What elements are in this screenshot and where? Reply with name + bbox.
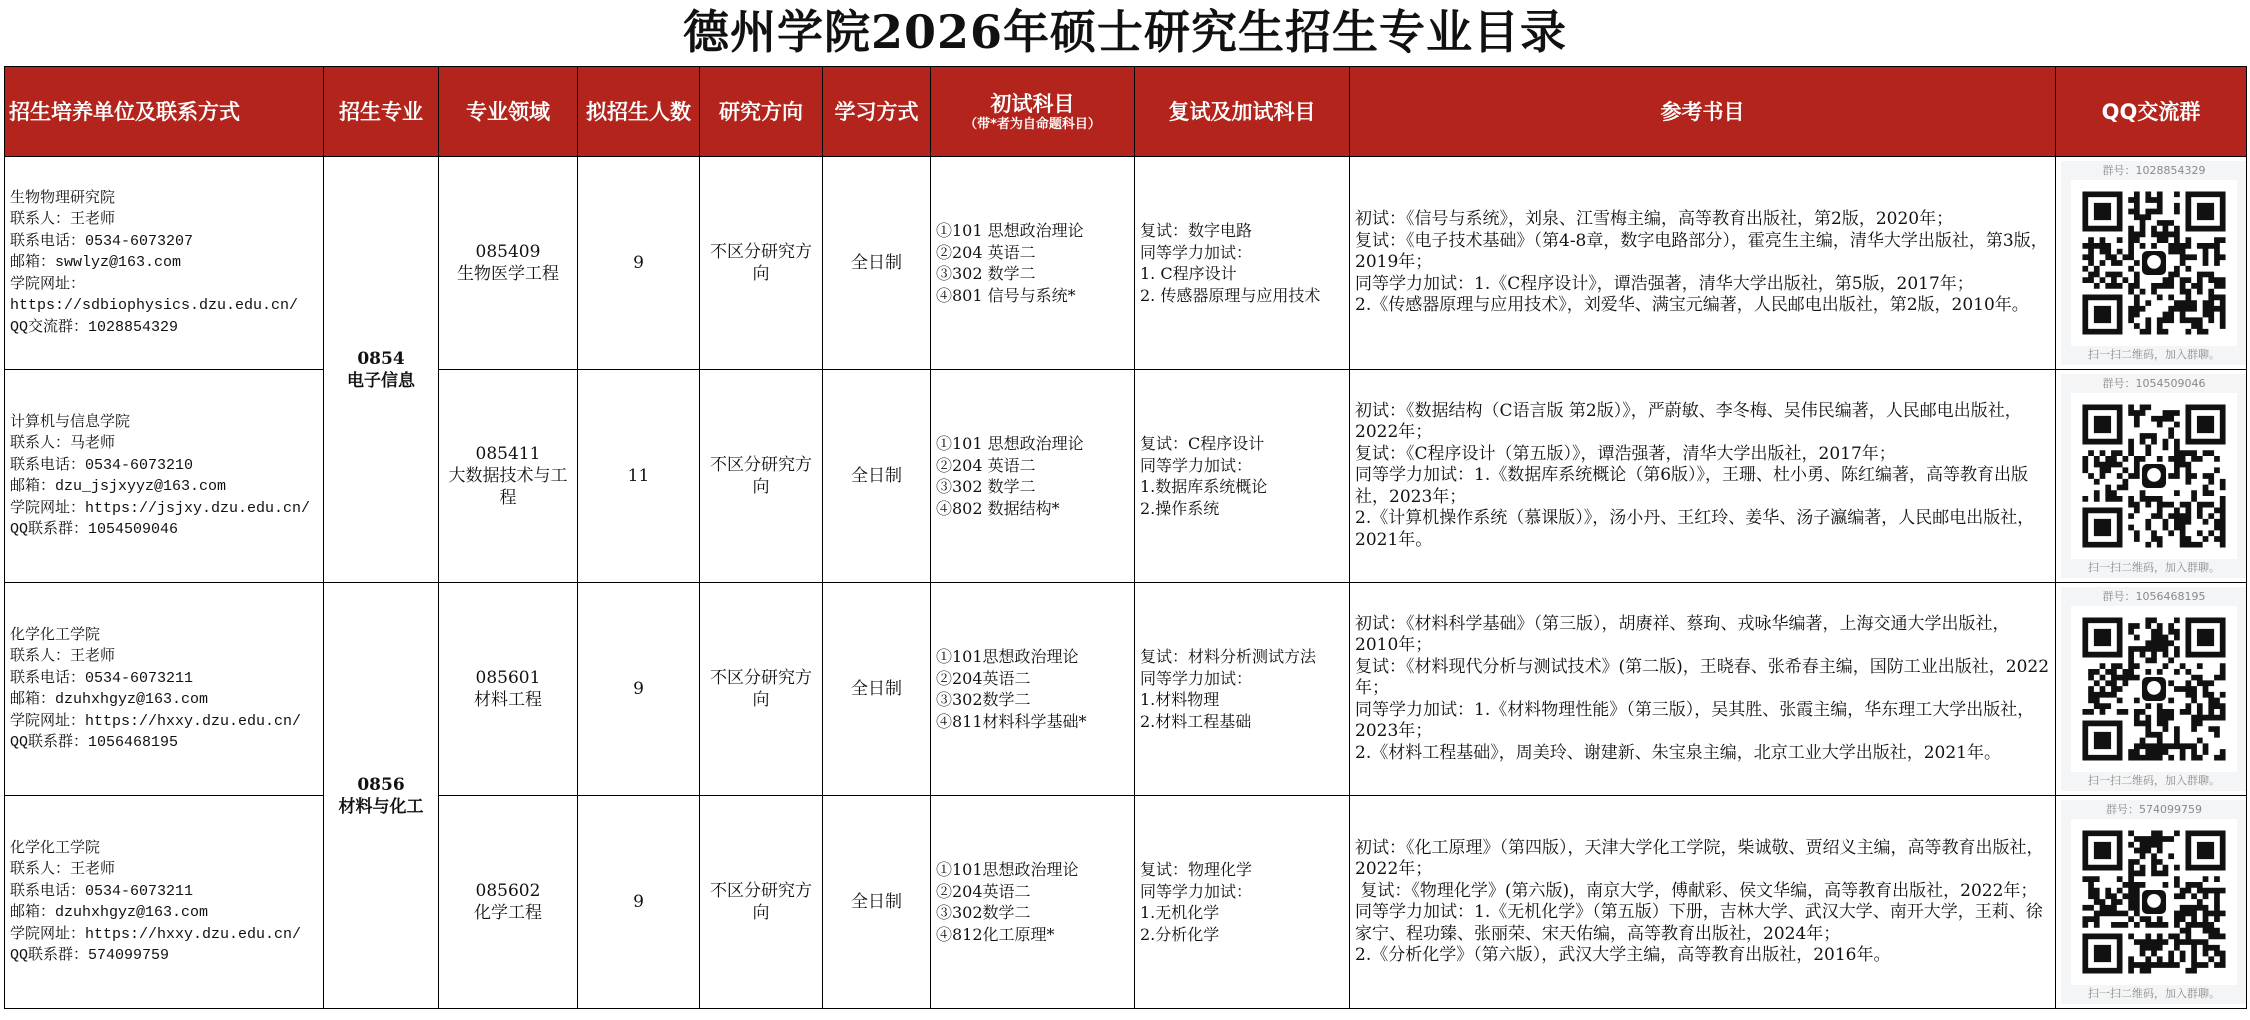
- study-mode-cell: [823, 583, 931, 796]
- enrollment-quota: 11: [627, 466, 650, 486]
- college-website-url: https://sdbiophysics.dzu.edu.cn/: [10, 297, 299, 315]
- page-title: 德州学院2026年硕士研究生招生专业目录: [682, 5, 1568, 59]
- header-major: 招生专业: [324, 67, 439, 157]
- header-unit: 招生培养单位及联系方式: [5, 67, 324, 157]
- qq-scan-hint: 扫一扫二维码，加入群聊。: [2088, 987, 2220, 1000]
- exam-subject: ②204英语二: [936, 668, 1031, 688]
- retest-line: 复试：材料分析测试方法: [1140, 647, 1317, 666]
- reference-book-line: 2.《材料工程基础》，周美玲、谢建新、朱宝泉主编，北京工业大学出版社，2021年。: [1355, 742, 2001, 763]
- exam-subject: ①101 思想政治理论: [936, 434, 1084, 453]
- exam-subject: ①101思想政治理论: [936, 860, 1079, 879]
- qq-group-number: QQ联系群：1054509046: [10, 521, 179, 538]
- retest-line: 1. C程序设计: [1140, 264, 1237, 283]
- reference-book-line: 2.《计算机操作系统（慕课版）》，汤小丹、王红玲、姜华、汤子瀛编著，人民邮电出版社，2021年。: [1355, 508, 2035, 550]
- major-code: 0854: [357, 348, 405, 369]
- qq-group-number: QQ交流群：1028854329: [10, 318, 179, 336]
- reference-book-line: 初试：《数据结构（C语言版 第2版）》，严蔚敏、李冬梅、吴伟民编著，人民邮电出版社，2022年；: [1355, 400, 2022, 443]
- header-retest: 复试及加试科目: [1135, 67, 1350, 157]
- qq-group-label: 群号：574099759: [2106, 803, 2202, 816]
- exam-subject: ②204英语二: [936, 881, 1031, 901]
- exam-subject: ③302 数学二: [936, 477, 1036, 496]
- exam-subject: ②204 英语二: [936, 242, 1036, 262]
- contact-person: 联系人：马老师: [10, 435, 116, 452]
- exam-subject: ④801 信号与系统*: [936, 285, 1076, 305]
- qq-group-label: 群号：1028854329: [2102, 164, 2206, 177]
- reference-books-cell: [1350, 370, 2056, 583]
- qq-group-qr-code: [2071, 819, 2237, 985]
- qq-group-qr-code: [2071, 180, 2237, 346]
- reference-books-cell: [1350, 583, 2056, 796]
- retest-line: 同等学力加试：: [1140, 242, 1253, 262]
- header-exam-label: 初试科目: [990, 91, 1075, 116]
- unit-contact-cell: [5, 370, 324, 583]
- reference-books-cell: [1350, 157, 2056, 370]
- college-website-label: 学院网址：: [10, 275, 86, 293]
- reference-book-line: 同等学力加试：1.《C程序设计》，谭浩强著，清华大学出版社，第5版，2017年；: [1355, 273, 1974, 294]
- retest-line: 复试：数字电路: [1140, 221, 1253, 240]
- major-cell: [324, 583, 439, 1009]
- unit-contact-cell: [5, 583, 324, 796]
- qq-group-number: QQ联系群：1056468195: [10, 734, 179, 751]
- retest-line: 复试：物理化学: [1140, 860, 1253, 879]
- unit-contact-cell: [5, 796, 324, 1009]
- major-name: 电子信息: [347, 370, 415, 391]
- reference-book-line: 同等学力加试：1.《材料物理性能》（第三版），吴其胜、张霞主编，华东理工大学出版社，2023年；: [1355, 699, 2035, 742]
- retest-line: 1.材料物理: [1140, 690, 1220, 709]
- header-books: 参考书目: [1350, 67, 2056, 157]
- contact-person: 联系人：王老师: [10, 861, 116, 878]
- qq-group-cell: [2056, 157, 2247, 370]
- enrollment-quota: 9: [633, 253, 644, 273]
- contact-email: 邮箱：dzuhxhgyz@163.com: [10, 691, 209, 708]
- field-cell: [439, 583, 578, 796]
- contact-phone: 联系电话：0534-6073207: [10, 232, 194, 250]
- direction-cell: [700, 370, 823, 583]
- field-name: 生物医学工程: [457, 264, 559, 284]
- header-field: 专业领域: [439, 67, 578, 157]
- major-code: 0856: [357, 774, 405, 795]
- reference-book-line: 复试：《材料现代分析与测试技术》(第二版)，王晓春、张希春主编，国防工业出版社，2022年；: [1355, 656, 2050, 699]
- retest-line: 1.数据库系统概论: [1140, 477, 1268, 496]
- reference-book-line: 初试：《材料科学基础》（第三版），胡赓祥、蔡珣、戎咏华编著，上海交通大学出版社，2010年；: [1355, 613, 2010, 656]
- exam-subject: ①101思想政治理论: [936, 647, 1079, 666]
- qq-scan-hint: 扫一扫二维码，加入群聊。: [2088, 348, 2220, 361]
- qq-group-qr-code: [2071, 606, 2237, 772]
- research-direction: 不区分研究方向: [710, 668, 812, 710]
- qq-group-cell: [2056, 796, 2247, 1009]
- retest-line: 同等学力加试：: [1140, 455, 1253, 475]
- qq-scan-hint: 扫一扫二维码，加入群聊。: [2088, 774, 2220, 787]
- study-mode: 全日制: [851, 892, 902, 912]
- study-mode: 全日制: [851, 679, 902, 699]
- qq-logo-icon: [2147, 681, 2161, 695]
- unit-name: 化学化工学院: [10, 626, 101, 644]
- qq-logo-icon: [2147, 255, 2161, 269]
- quota-cell: [578, 370, 700, 583]
- exam-subject: ④812化工原理*: [936, 924, 1055, 944]
- exam-subjects-cell: [931, 583, 1135, 796]
- study-mode-cell: [823, 370, 931, 583]
- study-mode-cell: [823, 157, 931, 370]
- retest-line: 复试：C程序设计: [1140, 434, 1265, 453]
- quota-cell: [578, 583, 700, 796]
- unit-name: 计算机与信息学院: [10, 413, 131, 431]
- header-mode: 学习方式: [823, 67, 931, 157]
- contact-email: 邮箱：dzu_jsjxyyz@163.com: [10, 478, 227, 495]
- quota-cell: [578, 796, 700, 1009]
- study-mode-cell: [823, 796, 931, 1009]
- exam-subject: ④802 数据结构*: [936, 498, 1060, 518]
- qq-group-label: 群号：1056468195: [2102, 590, 2206, 603]
- enrollment-quota: 9: [633, 892, 644, 912]
- contact-email: 邮箱：swwlyz@163.com: [10, 254, 182, 272]
- qq-group-qr-code: [2071, 393, 2237, 559]
- table-header-row: [5, 67, 2247, 157]
- exam-subjects-cell: [931, 370, 1135, 583]
- qq-group-card: [2061, 374, 2247, 578]
- direction-cell: [700, 157, 823, 370]
- field-name: 大数据技术与工程: [448, 466, 568, 508]
- field-name: 材料工程: [474, 690, 542, 710]
- college-website: 学院网址：https://hxxy.dzu.edu.cn/: [10, 712, 302, 730]
- retest-subjects-cell: [1135, 370, 1350, 583]
- reference-book-line: 复试：《电子技术基础》（第4-8章，数字电路部分），霍亮生主编，清华大学出版社，第3版，2019年；: [1355, 230, 2048, 273]
- unit-contact-cell: [5, 157, 324, 370]
- reference-books-cell: [1350, 796, 2056, 1009]
- exam-subject: ③302数学二: [936, 690, 1031, 709]
- qq-group-card: [2061, 800, 2247, 1004]
- reference-book-line: 初试：《化工原理》（第四版），天津大学化工学院，柴诚敬、贾绍义主编，高等教育出版社，2022年；: [1355, 837, 2044, 879]
- header-exam: [931, 67, 1135, 157]
- header-direction: 研究方向: [700, 67, 823, 157]
- research-direction: 不区分研究方向: [710, 881, 812, 923]
- reference-book-line: 同等学力加试：1.《数据库系统概论（第6版）》，王珊、杜小勇、陈红编著，高等教育出版社，2023年；: [1355, 465, 2029, 507]
- unit-name: 生物物理研究院: [10, 189, 116, 207]
- reference-book-line: 初试：《信号与系统》，刘泉、江雪梅主编，高等教育出版社，第2版，2020年；: [1355, 209, 1954, 230]
- header-exam-note: （带*者为自命题科目）: [964, 116, 1101, 132]
- qq-scan-hint: 扫一扫二维码，加入群聊。: [2088, 561, 2220, 574]
- qq-group-card: [2061, 161, 2247, 365]
- contact-phone: 联系电话：0534-6073210: [10, 456, 194, 474]
- direction-cell: [700, 796, 823, 1009]
- field-cell: [439, 796, 578, 1009]
- admission-catalog-table: [4, 66, 2247, 1009]
- qq-logo-icon: [2147, 468, 2161, 482]
- header-quota: 拟招生人数: [578, 67, 700, 157]
- exam-subject: ①101 思想政治理论: [936, 221, 1084, 240]
- quota-cell: [578, 157, 700, 370]
- unit-name: 化学化工学院: [10, 839, 101, 857]
- retest-subjects-cell: [1135, 583, 1350, 796]
- reference-book-line: 2.《分析化学》（第六版），武汉大学主编，高等教育出版社，2016年。: [1355, 945, 1891, 965]
- retest-line: 同等学力加试：: [1140, 668, 1253, 688]
- exam-subject: ②204 英语二: [936, 455, 1036, 475]
- direction-cell: [700, 583, 823, 796]
- exam-subjects-cell: [931, 157, 1135, 370]
- qq-group-cell: [2056, 583, 2247, 796]
- study-mode: 全日制: [851, 253, 902, 273]
- qq-group-label: 群号：1054509046: [2102, 377, 2206, 390]
- table-row: [5, 157, 2247, 370]
- contact-phone: 联系电话：0534-6073211: [10, 669, 194, 687]
- major-cell: [324, 157, 439, 583]
- field-cell: [439, 370, 578, 583]
- retest-subjects-cell: [1135, 157, 1350, 370]
- table-row: [5, 583, 2247, 796]
- research-direction: 不区分研究方向: [710, 242, 812, 284]
- contact-person: 联系人：王老师: [10, 211, 116, 229]
- exam-subjects-cell: [931, 796, 1135, 1009]
- field-code: 085601: [475, 668, 541, 688]
- retest-line: 2. 传感器原理与应用技术: [1140, 285, 1321, 305]
- header-qq: QQ交流群: [2056, 67, 2247, 157]
- reference-book-line: 复试：《C程序设计（第五版）》，谭浩强著，清华大学出版社，2017年；: [1355, 443, 1896, 464]
- reference-book-line: 2.《传感器原理与应用技术》，刘爱华、满宝元编著，人民邮电出版社，第2版，2010年。: [1355, 295, 2029, 316]
- field-code: 085409: [475, 242, 541, 262]
- retest-line: 同等学力加试：: [1140, 881, 1253, 901]
- field-cell: [439, 157, 578, 370]
- reference-book-line: 复试：《物理化学》(第六版)，南京大学，傅献彩、侯文华编，高等教育出版社，2022年；: [1355, 880, 2038, 901]
- qq-group-card: [2061, 587, 2247, 791]
- retest-line: 1.无机化学: [1140, 903, 1220, 922]
- contact-email: 邮箱：dzuhxhgyz@163.com: [10, 904, 209, 921]
- major-name: 材料与化工: [338, 796, 424, 817]
- enrollment-quota: 9: [633, 679, 644, 699]
- field-code: 085411: [475, 444, 541, 464]
- retest-line: 2.材料工程基础: [1140, 711, 1252, 731]
- exam-subject: ④811材料科学基础*: [936, 711, 1087, 731]
- college-website: 学院网址：https://jsjxy.dzu.edu.cn/: [10, 499, 311, 517]
- qq-logo-icon: [2147, 894, 2161, 908]
- qq-group-number: QQ联系群：574099759: [10, 947, 170, 964]
- qq-group-cell: [2056, 370, 2247, 583]
- exam-subject: ③302数学二: [936, 903, 1031, 922]
- contact-phone: 联系电话：0534-6073211: [10, 882, 194, 900]
- research-direction: 不区分研究方向: [710, 455, 812, 497]
- field-name: 化学工程: [474, 903, 542, 923]
- field-code: 085602: [475, 881, 541, 901]
- retest-line: 2.分析化学: [1140, 924, 1220, 944]
- contact-person: 联系人：王老师: [10, 648, 116, 665]
- retest-line: 2.操作系统: [1140, 498, 1220, 518]
- retest-subjects-cell: [1135, 796, 1350, 1009]
- exam-subject: ③302 数学二: [936, 264, 1036, 283]
- college-website: 学院网址：https://hxxy.dzu.edu.cn/: [10, 925, 302, 943]
- reference-book-line: 同等学力加试：1.《无机化学》（第五版）下册，吉林大学、武汉大学、南开大学，王莉、徐家宁、程功臻、张丽荣、宋天佑编，高等教育出版社，2024年；: [1355, 902, 2043, 944]
- study-mode: 全日制: [851, 466, 902, 486]
